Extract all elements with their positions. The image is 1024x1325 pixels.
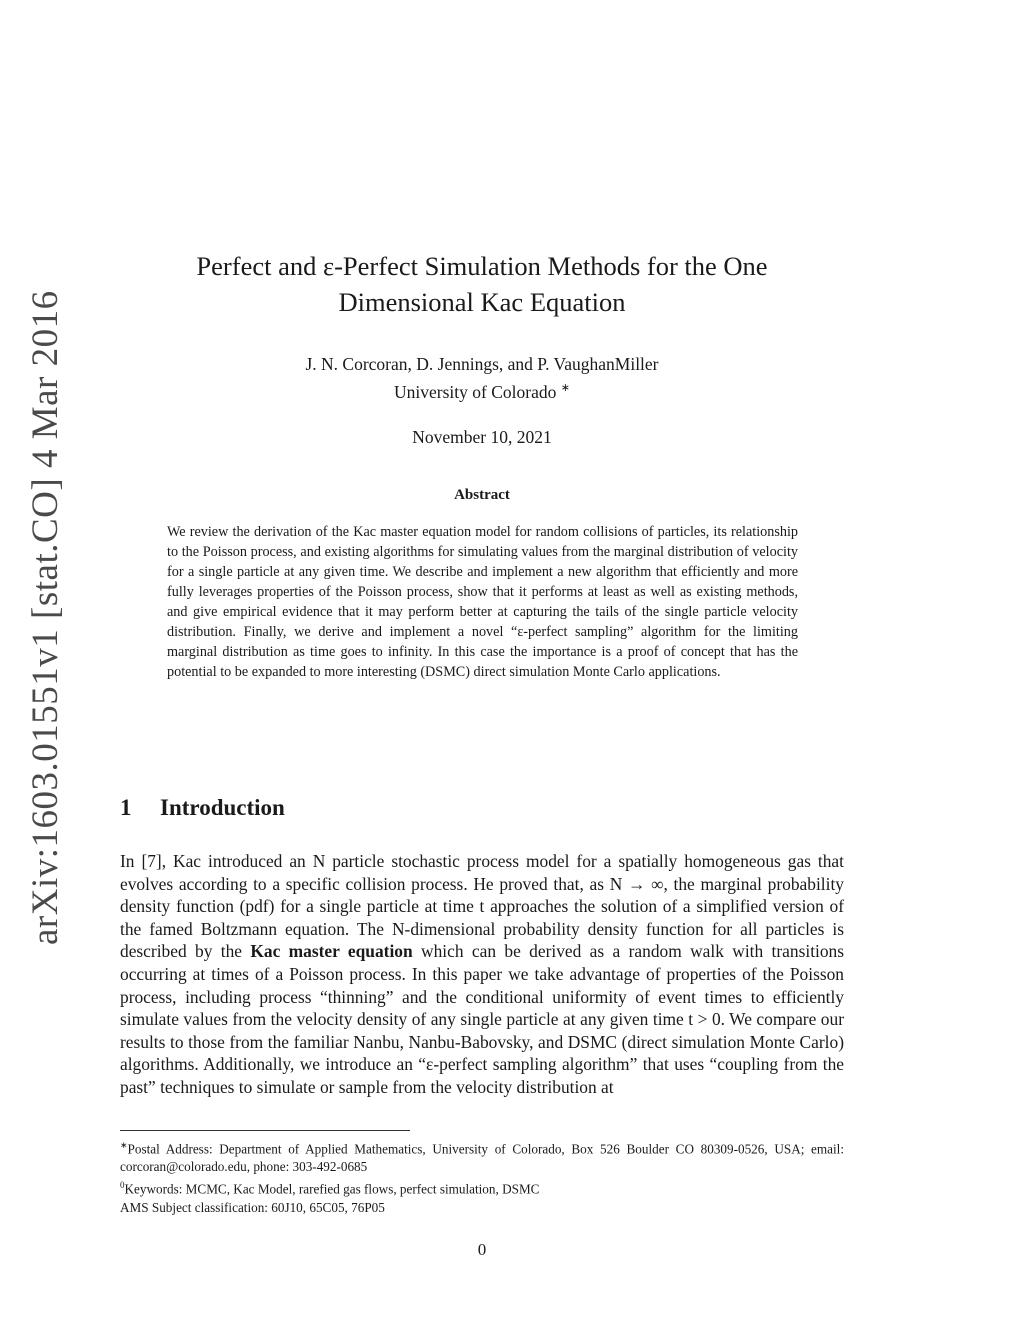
footnote-keywords-text: Keywords: MCMC, Kac Model, rarefied gas flows, perfect simulation, DSMC bbox=[124, 1181, 540, 1197]
footnote-ams: AMS Subject classification: 60J10, 65C05, 76P05 bbox=[120, 1199, 385, 1215]
abstract-text: We review the derivation of the Kac master equation model for random collisions of particles, its relationship to the Poisson process, and existing algorithms for simulating values from the marginal distribution of velocity for a single particle at any given time. We describe and implement a new algorithm that efficiently and more fully leverages properties of the Poisson process, show that it performs at least as well as existing methods, and give empirical evidence that it may perform better at capturing the tails of the single particle velocity distribution. Finally, we derive and implement a novel “ε-perfect sampling” algorithm for the limiting marginal distribution as time goes to infinity. In this case the importance is a proof of concept that has the potential to be expanded to more interesting (DSMC) direct simulation Monte Carlo applications. bbox=[167, 524, 798, 680]
footnote-address-mark: ∗ bbox=[120, 1140, 128, 1150]
footnotes bbox=[120, 1136, 844, 1217]
section-number: 1 bbox=[120, 795, 132, 820]
footnote-keywords-mark: 0 bbox=[120, 1180, 125, 1191]
page-number: 0 bbox=[477, 1240, 487, 1259]
section-title: Introduction bbox=[160, 795, 285, 820]
footnote-address-text: Postal Address: Department of Applied Mathematics, University of Colorado, Box 526 Boulder CO 80309-0526, USA; email: corcoran@colorado.edu, phone: 303-492-0685 bbox=[120, 1141, 844, 1175]
author-names: J. N. Corcoran, D. Jennings, and P. VaughanMiller bbox=[305, 354, 659, 374]
intro-bold-term: Kac master equation bbox=[250, 941, 413, 962]
footnote-address bbox=[120, 1136, 844, 1176]
abstract-heading: Abstract bbox=[454, 487, 510, 503]
affiliation: University of Colorado bbox=[394, 381, 557, 402]
paper-date: November 10, 2021 bbox=[412, 427, 552, 447]
footnote-keywords bbox=[120, 1176, 844, 1198]
intro-text-part-2: which can be derived as a random walk with transitions occurring at times of a Poisson process. In this paper we take advantage of properties of the Poisson process, including process “thinning” and the conditional uniformity of event times to efficiently simulate values from the velocity density of any single particle at any given time t > 0. We compare our results to those from the familiar Nanbu, Nanbu-Babovsky, and DSMC (direct simulation Monte Carlo) algorithms. Additionally, we introduce an “ε-perfect sampling algorithm” that uses “coupling from the past” techniques to simulate or sample from the velocity distribution at bbox=[120, 941, 845, 1097]
paper-title bbox=[120, 248, 844, 320]
introduction-paragraph bbox=[120, 850, 844, 1099]
section-heading bbox=[120, 795, 285, 821]
title-line-1: Perfect and ε-Perfect Simulation Methods for the One bbox=[196, 251, 768, 281]
affiliation-line bbox=[120, 376, 844, 404]
footnote-divider bbox=[120, 1130, 410, 1131]
author-block bbox=[120, 352, 844, 404]
arxiv-identifier: arXiv:1603.01551v1 [stat.CO] 4 Mar 2016 bbox=[25, 290, 66, 945]
title-line-2: Dimensional Kac Equation bbox=[338, 287, 626, 317]
intro-text-part-1: In [7], Kac introduced an N particle stochastic process model for a spatially homogeneous gas that evolves according to a specific collision process. He proved that, as N → ∞, the marginal probability density function (pdf) for a single particle at time t approaches the solution of a simplified version of the famed Boltzmann equation. The N-dimensional probability density function for all particles is described by the bbox=[120, 851, 844, 962]
affiliation-footnote-mark: ∗ bbox=[560, 382, 570, 394]
